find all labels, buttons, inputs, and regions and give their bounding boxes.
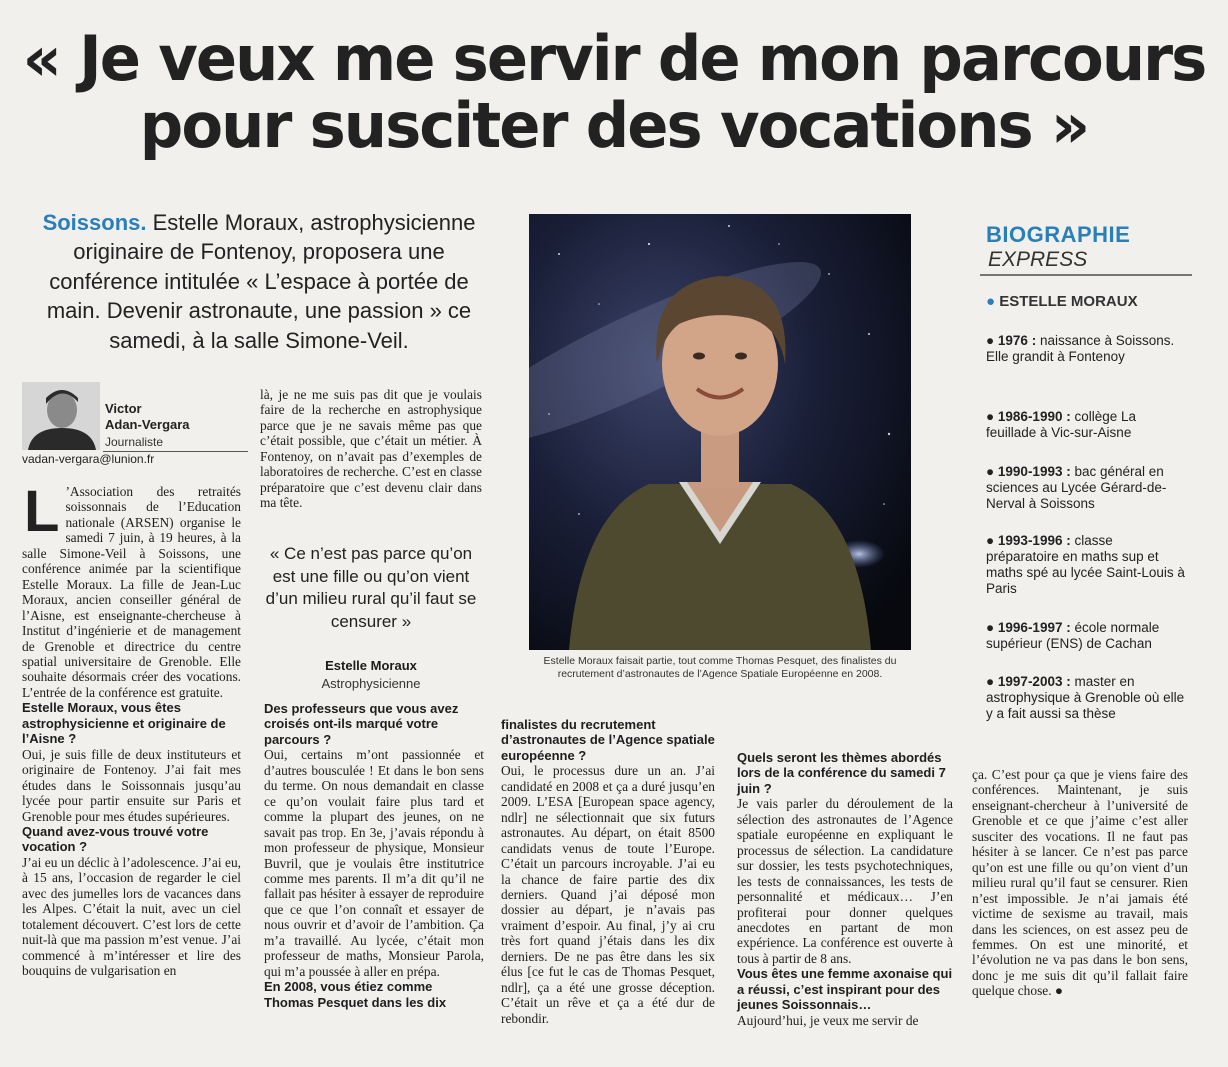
interview-question: Estelle Moraux, vous êtes astrophysicienne et originaire de l’Aisne ? xyxy=(22,700,226,747)
bio-title: BIOGRAPHIE xyxy=(986,222,1131,247)
bio-text: école normale supérieur (ENS) de Cachan xyxy=(986,620,1160,651)
interview-question: En 2008, vous étiez comme Thomas Pesquet dans les dix xyxy=(264,979,447,1010)
article-paragraph: ça. C’est pour ça que je viens faire des conférences. Maintenant, je suis enseignant-chercheur à l’université de Grenoble et ce que j’aime c’est aller susciter des vocations. Il ne faut pas hésiter à se lancer. Ce n’est pas parce qu’on est une fille ou qu’on vient d’un milieu rural qu’il faut se censurer. Rien n’est impossible. Je n’ai jamais été victime de sexisme au travail, mais dans les sciences, on est assez peu de femmes. On est une minorité, et l’évolution ne va pas dans le bon sens, donc je me suis dit qu’il fallait faire quelque chose. ● xyxy=(972,767,1188,999)
article-paragraph: Oui, certains m’ont passionnée et d’autres bousculée ! Et dans le bon sens du terme. On nous demandait en classe ce qu’on voulait faire plus tard et comme la plupart des jeunes, on ne savait pas trop. En 3e, j’avais répondu à mon professeur de physique, Monsieur Buvril, que je voulais être institutrice comme mes parents. Il m’a dit qu’il ne fallait pas hésiter à essayer de reproduire que ce que l’on connaît et essayer de nous ouvrir et d’avoir de l’ambition. Ça m’a travaillé. Au lycée, c’était mon professeur de maths, Monsieur Parola, qui m’a poussée à aller en prépa. xyxy=(264,747,484,979)
pull-quote: « Ce n’est pas parce qu’on est une fille ou qu’on vient d’un milieu rural qu’il faut se censurer » xyxy=(265,544,477,631)
photo-caption: Estelle Moraux faisait partie, tout comme Thomas Pesquet, des finalistes du recrutement d’astronautes de l’Agence Spatiale Européenne en 2008. xyxy=(543,655,897,681)
bio-year: 1996-1997 : xyxy=(997,620,1071,635)
interview-question: Quand avez-vous trouvé votre vocation ? xyxy=(22,823,209,855)
bio-item: ● 1986-1990 : collège La feuillade à Vic-sur-Aisne xyxy=(986,409,1137,440)
lede-place: Soissons. xyxy=(42,210,147,235)
article-paragraph: Oui, le processus dure un an. J’ai candidaté en 2008 et ça a duré jusqu’en 2009. L’ESA [European space agency, ndlr] ne sélectionnait que six futurs astronautes. Au départ, on était 8500 candidats venus de toute l’Europe. C’était un parcours incroyable. J’ai eu la chance de faire partie des dix derniers. Quand j’ai déposé mon dossier au départ, je n’avais pas vraiment d’espoir. Au final, j’y ai cru très fort quand j’étais dans les dix derniers. De ne pas être dans les six élus [ce fut le cas de Thomas Pesquet, ndlr], ça a été une grosse déception. C’était un rêve et ça a été dur de rebondir. xyxy=(501,763,715,1026)
bio-year: 1997-2003 : xyxy=(997,674,1071,689)
interview-question: Quels seront les thèmes abordés lors de la conférence du samedi 7 juin ? xyxy=(737,750,946,796)
author-email[interactable]: vadan-vergara@lunion.fr xyxy=(22,452,155,466)
article-column-4 xyxy=(737,750,953,1028)
lede-text: Estelle Moraux, astrophysicienne originaire de Fontenoy, proposera une conférence intitulée « L’espace à portée de main. Devenir astronaute, une passion » ce samedi, à la salle Simone-Veil. xyxy=(46,210,476,353)
bio-year: 1993-1996 : xyxy=(997,533,1071,548)
article-column-1 xyxy=(22,479,241,979)
author-role: Journaliste xyxy=(105,435,164,449)
bio-text: master en astrophysique à Grenoble où elle y a fait aussi sa thèse xyxy=(986,674,1185,721)
article-paragraph: Aujourd’hui, je veux me servir de xyxy=(737,1012,919,1028)
bio-name-text: ESTELLE MORAUX xyxy=(999,293,1138,310)
bio-year: 1986-1990 : xyxy=(997,409,1071,424)
drop-cap: L xyxy=(24,479,60,544)
article-paragraph: ’Association des retraités soissonnais de l’Education nationale (ARSEN) organise le samedi 7 juin, à 19 heures, à la salle Simone-Veil à Soissons, une conférence animée par la scientifique Estelle Moraux. La fille de Jean-Luc Moraux, ancien conseiller général de l’Aisne, est enseignante-chercheuse à Institut d’ingénierie et de management de Grenoble et directrice du centre spatial universitaire de Grenoble. Elle souhaite désormais créer des vocations. L’entrée de la conférence est gratuite. xyxy=(22,484,241,700)
bio-item: ● 1990-1993 : bac général en sciences au Lycée Gérard-de-Nerval à Soissons xyxy=(986,464,1167,511)
interview-question: finalistes du recrutement d’astronautes de l’Agence spatiale européenne ? xyxy=(501,717,715,763)
author-first-name: Victor xyxy=(105,401,142,416)
article-column-2-top xyxy=(260,387,482,511)
article-paragraph: Oui, je suis fille de deux instituteurs et originaire de Fontenoy. J’ai fait mes études dans le Soissonnais jusqu’au lycée pour partir ensuite sur Paris et Grenoble pour mes études supérieures. xyxy=(22,746,241,824)
pull-quote-role: Astrophysicienne xyxy=(321,676,421,691)
bio-text: classe préparatoire en maths sup et maths spé au lycée Saint-Louis à Paris xyxy=(986,533,1185,596)
author-last-name: Adan-Vergara xyxy=(105,417,190,433)
article-paragraph: là, je ne me suis pas dit que je voulais faire de la recherche en astrophysique parce que je ne savais même pas que c’était possible, que c’était un métier. À Fontenoy, on n’avait pas d’exemples de laboratoires de recherche. C’est en classe préparatoire que c’est devenu clair dans ma tête. xyxy=(260,387,482,511)
bio-item: ● 1996-1997 : école normale supérieur (ENS) de Cachan xyxy=(986,620,1160,651)
portrait-photo xyxy=(529,214,911,650)
headline-line-2: pour susciter des vocations » xyxy=(139,88,1089,162)
headline xyxy=(12,22,1215,162)
bio-year: 1990-1993 : xyxy=(997,464,1071,479)
bio-subtitle: EXPRESS xyxy=(988,248,1088,271)
author-photo xyxy=(22,382,100,450)
bio-text: bac général en sciences au Lycée Gérard-de-Nerval à Soissons xyxy=(986,464,1167,511)
bio-divider xyxy=(980,274,1192,276)
article-column-3 xyxy=(501,717,715,1026)
author-name xyxy=(105,401,190,434)
article-column-5 xyxy=(972,767,1188,999)
article-paragraph: Je vais parler du déroulement de la sélection des astronautes de l’Agence spatiale européenne en expliquant le processus de sélection. La candidature sur dossier, les tests psychotechniques, les tests de connaissances, les tests de personnalité et médicaux… J’en profiterai pour donner quelques anecdotes en partant de mon expérience. La conférence est ouverte à tous à partir de 8 ans. xyxy=(737,796,953,966)
bio-name xyxy=(986,293,1138,310)
interview-question: Des professeurs que vous avez croisés ont-ils marqué votre parcours ? xyxy=(264,701,459,747)
interview-question: Vous êtes une femme axonaise qui a réussi, c’est inspirant pour des jeunes Soissonnais… xyxy=(737,966,953,1013)
article-paragraph: J’ai eu un déclic à l’adolescence. J’ai eu, à 15 ans, l’occasion de regarder le ciel avec des jumelles lors de vacances dans les Alpes. C’était la nuit, avec un ciel totalement découvert. C’est lors de cette nuit-là que ma passion m’est venue. J’ai commencé à m’intéresser et lire des bouquins de vulgarisation en xyxy=(22,854,241,979)
headline-line-1: « Je veux me servir de mon parcours xyxy=(22,22,1206,95)
bio-item: ● 1997-2003 : master en astrophysique à Grenoble où elle y a fait aussi sa thèse xyxy=(986,674,1185,721)
bio-text: collège La feuillade à Vic-sur-Aisne xyxy=(986,409,1137,440)
bio-item: ● 1993-1996 : classe préparatoire en maths sup et maths spé au lycée Saint-Louis à Paris xyxy=(986,533,1185,596)
article-column-2-bottom xyxy=(264,701,484,1010)
bullet-icon: ● xyxy=(986,293,996,310)
bio-item: ● 1976 : naissance à Soissons. Elle grandit à Fontenoy xyxy=(986,333,1175,364)
lede xyxy=(24,208,494,355)
pull-quote-name: Estelle Moraux xyxy=(325,658,417,673)
bio-year: 1976 : xyxy=(997,333,1037,348)
bio-text: naissance à Soissons. Elle grandit à Fontenoy xyxy=(986,333,1175,364)
